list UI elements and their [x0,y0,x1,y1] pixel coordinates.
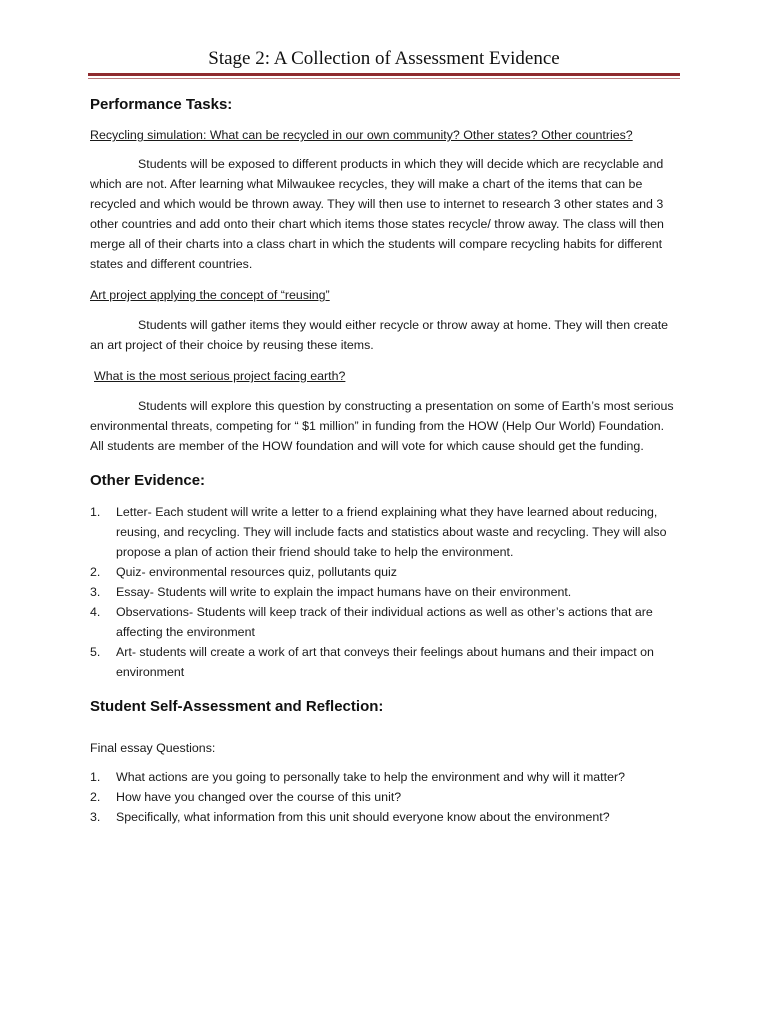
list-item: 3. Specifically, what information from this unit should everyone know about the environment? [90,810,610,824]
other-evidence-list [90,502,678,682]
document-body [90,94,678,827]
task-2-paragraph: Students will gather items they would either recycle or throw away at home. They will then create an art project of their choice by reusing these items. [90,318,669,352]
list-item: 2. Quiz- environmental resources quiz, pollutants quiz [90,565,397,579]
list-item: 3. Essay- Students will write to explain the impact humans have on their environment. [90,585,572,599]
list-item: 1. Letter- Each student will write a letter to a friend explaining what they have learned about reducing, reusing, and recycling. They will include facts and statistics about waste and recycling. They will also propose a plan of action their friend should take to help the environment. [90,505,667,559]
task-2-subheading: Art project applying the concept of “reusing” [90,288,330,302]
final-essay-questions-list [90,767,678,827]
page-title: Stage 2: A Collection of Assessment Evidence [208,48,560,69]
list-item: 1. What actions are you going to personally take to help the environment and why will it matter? [90,770,625,784]
task-3-subheading: What is the most serious project facing earth? [94,369,346,383]
task-3-paragraph: Students will explore this question by constructing a presentation on some of Earth’s most serious environmental threats, competing for “ $1 million” in funding from the HOW (Help Our World) Foundation. All students are member of the HOW foundation and will vote for which cause should get the funding. [90,399,674,453]
task-1-paragraph: Students will be exposed to different products in which they will decide which are recyclable and which are not. After learning what Milwaukee recycles, they will make a chart of the items that can be recycled and which would be thrown away. They will then use to internet to research 3 other states and 3 other countries and add onto their chart which items those states recycle/ throw away. The class will then merge all of their charts into a class chart in which the students will compare recycling habits for different states and different countries. [90,157,664,271]
list-item: 4. Observations- Students will keep track of their individual actions as well as other’s actions that are affecting the environment [90,605,653,639]
title-divider-thick [88,73,680,76]
performance-tasks-heading: Performance Tasks: [90,96,233,113]
list-item: 2. How have you changed over the course of this unit? [90,790,402,804]
title-divider-thin [88,78,680,79]
list-item: 5. Art- students will create a work of art that conveys their feelings about humans and their impact on environment [90,645,654,679]
other-evidence-heading: Other Evidence: [90,472,206,489]
self-assessment-heading: Student Self-Assessment and Reflection: [90,698,384,715]
final-essay-intro: Final essay Questions: [90,741,216,755]
task-1-subheading: Recycling simulation: What can be recycled in our own community? Other states? Other countries? [90,128,633,142]
